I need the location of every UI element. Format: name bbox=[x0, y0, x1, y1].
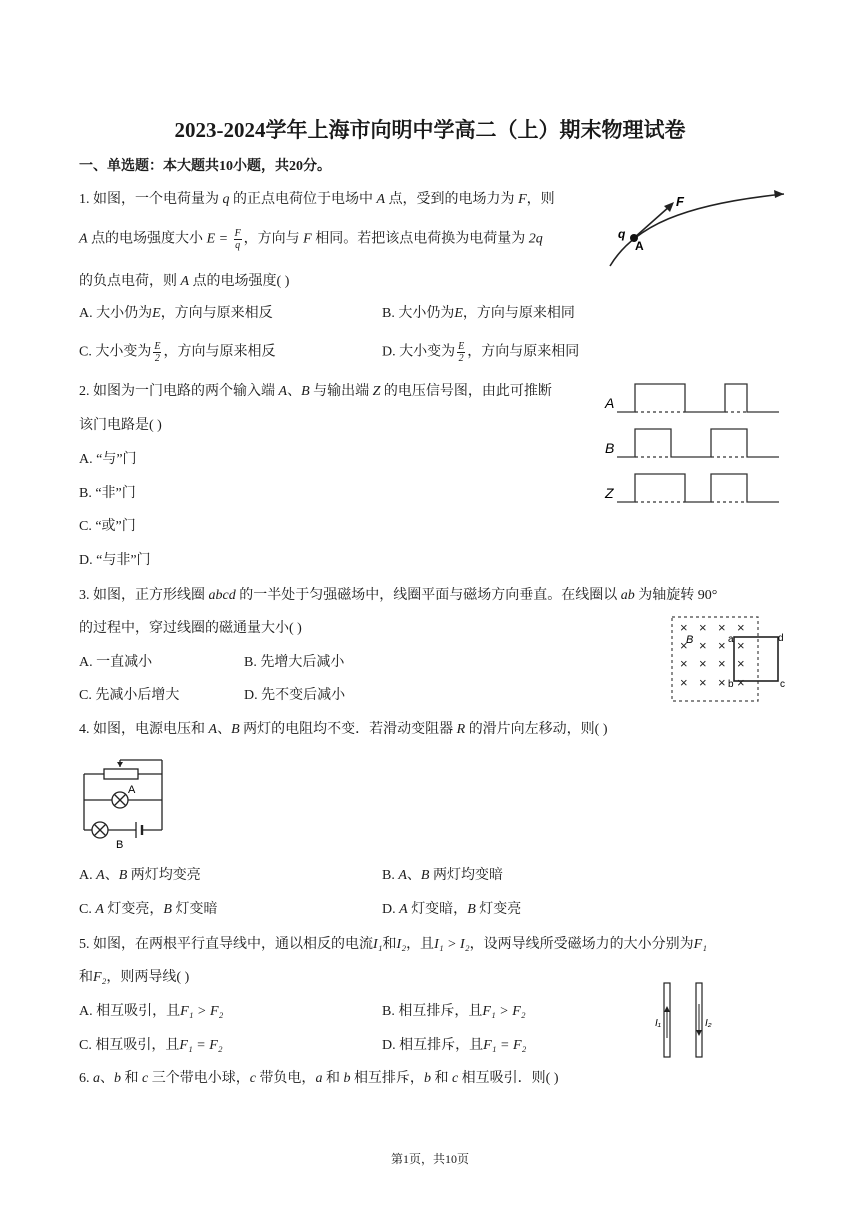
field-cross: × bbox=[737, 638, 745, 653]
field-cross: × bbox=[680, 620, 688, 635]
label-c: c bbox=[780, 679, 785, 690]
force-vector bbox=[634, 206, 670, 238]
field-line bbox=[610, 194, 784, 266]
q2-option-a[interactable]: A. “与”门 bbox=[79, 452, 137, 467]
page-title: 2023-2024学年上海市向明中学高二（上）期末物理试卷 bbox=[174, 118, 686, 142]
field-cross: × bbox=[737, 620, 745, 635]
field-cross: × bbox=[680, 656, 688, 671]
label-z: Z bbox=[605, 485, 614, 501]
label-a: a bbox=[728, 634, 734, 645]
q4-option-b[interactable]: B. A、B 两灯均变暗 bbox=[382, 868, 503, 883]
field-cross: × bbox=[718, 656, 726, 671]
label-b: B bbox=[605, 440, 615, 456]
q3-option-a[interactable]: A. 一直减小 bbox=[79, 655, 153, 670]
q5-option-a[interactable]: A. 相互吸引，且F₁ > F₂ bbox=[79, 1004, 224, 1019]
field-cross: × bbox=[699, 620, 707, 635]
q5-wires-figure bbox=[652, 980, 722, 1060]
field-arrowhead bbox=[774, 190, 784, 198]
q1-fraction: $\frac{F}{q}$ bbox=[234, 228, 241, 251]
q5-option-d[interactable]: D. 相互排斥，且F₁ = F₂ bbox=[382, 1038, 527, 1053]
label-i1: I₁ bbox=[655, 1018, 661, 1029]
label-q: q bbox=[618, 227, 626, 241]
q3-option-c[interactable]: C. 先减小后增大 bbox=[79, 688, 180, 703]
q5-option-b[interactable]: B. 相互排斥，且F₁ > F₂ bbox=[382, 1004, 526, 1019]
q4-circuit-figure bbox=[76, 754, 172, 850]
q1-field-figure bbox=[604, 186, 790, 270]
q1-option-c[interactable]: C. 大小变为 $\frac{E}{2}$ ，方向与原来相反 bbox=[79, 341, 276, 364]
q1-line1: 1. 如图，一个电荷量为 q 的正点电荷位于电场中 A 点，受到的电场力为 F，则 bbox=[79, 192, 555, 207]
q3-option-b[interactable]: B. 先增大后减小 bbox=[244, 655, 345, 670]
current-up-arrow bbox=[664, 1006, 670, 1012]
label-d: d bbox=[778, 633, 784, 644]
q6-line1: 6. a、b 和 c 三个带电小球，c 带负电，a 和 b 相互排斥，b 和 c 相互吸引．则( ) bbox=[79, 1071, 559, 1086]
field-cross: × bbox=[718, 620, 726, 635]
page-footer: 第1页，共10页 bbox=[390, 1152, 469, 1166]
q3-line2: 的过程中，穿过线圈的磁通量大小( ) bbox=[79, 621, 302, 636]
q3-magnetic-field-figure bbox=[668, 613, 792, 705]
signal-a bbox=[617, 384, 779, 412]
q4-option-a[interactable]: A. A、B 两灯均变亮 bbox=[79, 868, 201, 883]
q4-line1: 4. 如图，电源电压和 A、B 两灯的电阻均不变．若滑动变阻器 R 的滑片向左移动，则( ) bbox=[79, 722, 608, 737]
q5-line2: 和F₂，则两导线( ) bbox=[79, 970, 190, 985]
field-cross: × bbox=[680, 638, 688, 653]
q2-option-c[interactable]: C. “或”门 bbox=[79, 519, 136, 534]
signal-z bbox=[617, 474, 779, 502]
field-cross: × bbox=[737, 656, 745, 671]
q1-line2: A 点的电场强度大小 E = $\frac{F}{q}$ ，方向与 F 相同。若把该点电荷换为电荷量为 2q bbox=[79, 228, 543, 251]
q1-option-b[interactable]: B. 大小仍为E，方向与原来相同 bbox=[382, 306, 575, 321]
field-cross: × bbox=[699, 656, 707, 671]
field-cross: × bbox=[737, 675, 745, 690]
field-cross: × bbox=[680, 675, 688, 690]
label-lamp-b: B bbox=[116, 839, 124, 850]
current-down-arrow bbox=[696, 1030, 702, 1036]
label-A: A bbox=[635, 239, 644, 253]
q5-line1: 5. 如图，在两根平行直导线中，通以相反的电流I₁和I₂，且I₁ > I₂，设两导线所受磁场力的大小分别为F₁ bbox=[79, 937, 707, 952]
section-heading: 一、单选题：本大题共10小题，共20分。 bbox=[79, 159, 331, 174]
q1-line3: 的负点电荷，则 A 点的电场强度( ) bbox=[79, 274, 290, 289]
label-lamp-a: A bbox=[128, 784, 136, 796]
field-cross: × bbox=[699, 675, 707, 690]
q3-line1: 3. 如图，正方形线圈 abcd 的一半处于匀强磁场中，线圈平面与磁场方向垂直。在线圈以 ab 为轴旋转 90° bbox=[79, 588, 718, 603]
q5-option-c[interactable]: C. 相互吸引，且F₁ = F₂ bbox=[79, 1038, 223, 1053]
q2-line1: 2. 如图为一门电路的两个输入端 A、B 与输出端 Z 的电压信号图，由此可推断 bbox=[79, 384, 552, 399]
label-i2: I₂ bbox=[705, 1018, 712, 1029]
label-F: F bbox=[676, 194, 684, 209]
q2-option-b[interactable]: B. “非”门 bbox=[79, 486, 136, 501]
label-field-b: B bbox=[686, 634, 694, 646]
q4-option-d[interactable]: D. A 灯变暗，B 灯变亮 bbox=[382, 902, 522, 917]
q1-option-a[interactable]: A. 大小仍为E，方向与原来相反 bbox=[79, 306, 273, 321]
field-cross: × bbox=[718, 638, 726, 653]
field-cross: × bbox=[699, 638, 707, 653]
label-b: b bbox=[728, 679, 734, 690]
q2-line2: 该门电路是( ) bbox=[79, 418, 162, 433]
q3-option-d[interactable]: D. 先不变后减小 bbox=[244, 688, 346, 703]
rheostat bbox=[104, 769, 138, 779]
q2-signal-figure bbox=[603, 378, 783, 508]
field-crosses bbox=[680, 620, 745, 690]
q4-option-c[interactable]: C. A 灯变亮，B 灯变暗 bbox=[79, 902, 218, 917]
q2-option-d[interactable]: D. “与非”门 bbox=[79, 553, 151, 568]
signal-b bbox=[617, 429, 779, 457]
q1-option-d[interactable]: D. 大小变为 $\frac{E}{2}$ ，方向与原来相同 bbox=[382, 341, 580, 364]
label-a: A bbox=[605, 395, 615, 411]
field-cross: × bbox=[718, 675, 726, 690]
